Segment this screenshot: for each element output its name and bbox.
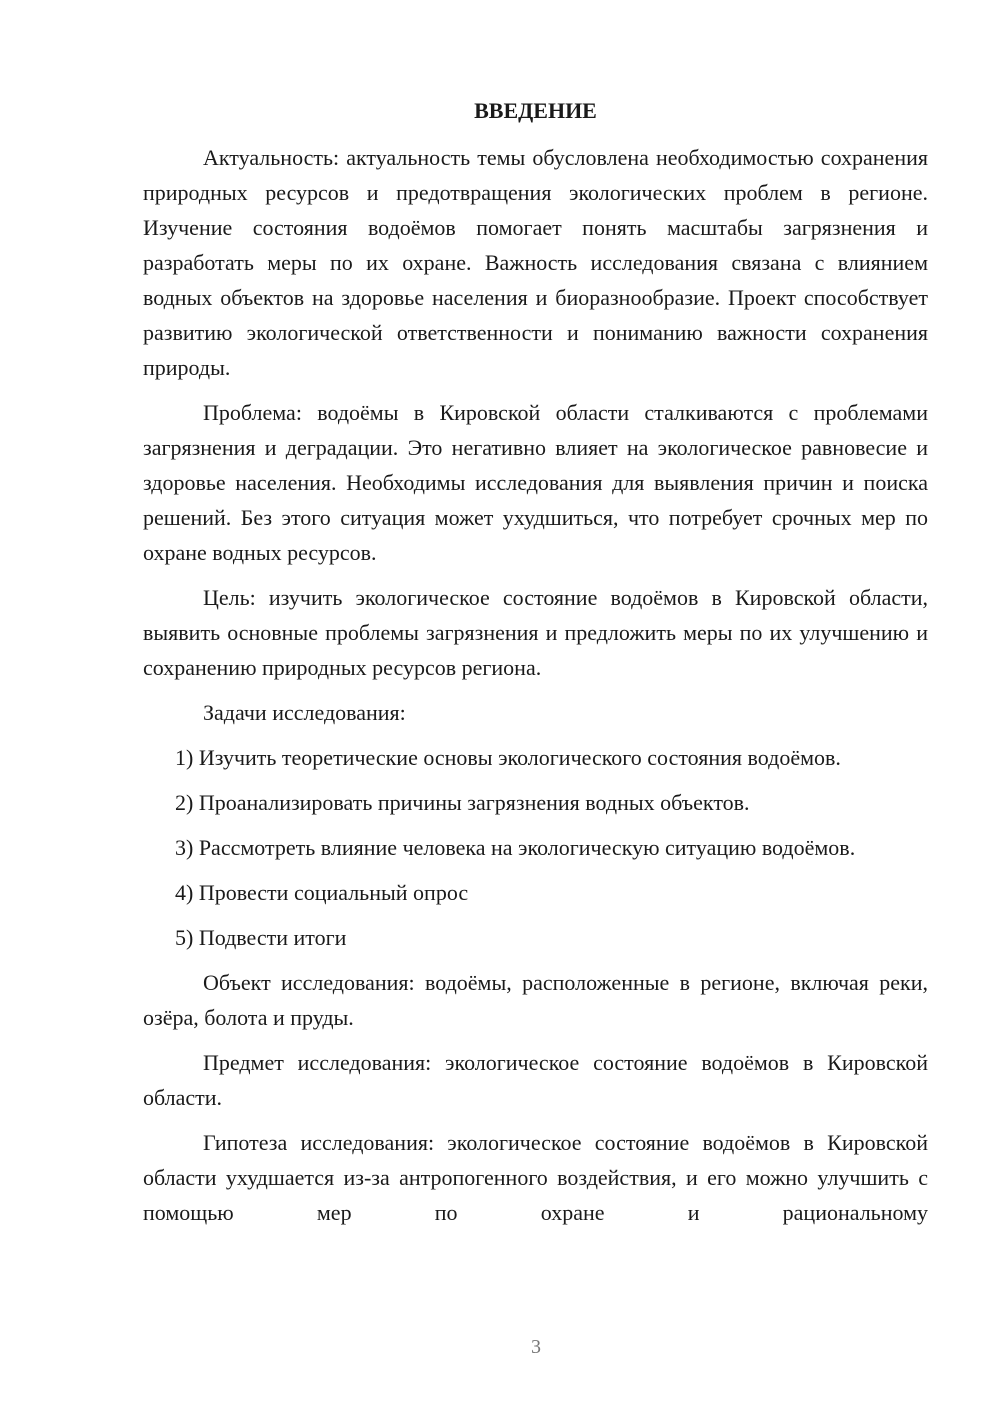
object-paragraph: Объект исследования: водоёмы, расположенные в регионе, включая реки, озёра, болота и пруды. <box>143 970 928 1030</box>
section-heading: ВВЕДЕНИЕ <box>474 98 597 123</box>
problem-paragraph: Проблема: водоёмы в Кировской области сталкиваются с проблемами загрязнения и деградации. Это негативно влияет на экологическое равновесие и здоровье населения. Необходимы исследования для выявления причин и поиска решений. Без этого ситуация может ухудшиться, что потребует срочных мер по охране водных ресурсов. <box>143 400 928 565</box>
task-item-1: 1) Изучить теоретические основы экологического состояния водоёмов. <box>175 745 841 770</box>
hypothesis-paragraph: Гипотеза исследования: экологическое состояние водоёмов в Кировской области ухудшается из-за антропогенного воздействия, и его можно улучшить с помощью мер по охране и рациональному <box>143 1130 928 1225</box>
tasks-title: Задачи исследования: <box>203 700 406 725</box>
goal-paragraph: Цель: изучить экологическое состояние водоёмов в Кировской области, выявить основные проблемы загрязнения и предложить меры по их улучшению и сохранению природных ресурсов региона. <box>143 585 928 680</box>
task-item-3: 3) Рассмотреть влияние человека на экологическую ситуацию водоёмов. <box>175 835 856 860</box>
page-number: 3 <box>531 1336 541 1358</box>
task-item-2: 2) Проанализировать причины загрязнения водных объектов. <box>175 790 750 815</box>
task-item-4: 4) Провести социальный опрос <box>175 880 469 905</box>
subject-paragraph: Предмет исследования: экологическое состояние водоёмов в Кировской области. <box>143 1050 928 1110</box>
task-item-5: 5) Подвести итоги <box>175 925 347 950</box>
page-content <box>143 96 928 1240</box>
relevance-paragraph: Актуальность: актуальность темы обусловлена необходимостью сохранения природных ресурсов и предотвращения экологических проблем в регионе. Изучение состояния водоёмов помогает понять масштабы загрязнения и разработать меры по их охране. Важность исследования связана с влиянием водных объектов на здоровье населения и биоразнообразие. Проект способствует развитию экологической ответственности и пониманию важности сохранения природы. <box>143 145 928 380</box>
